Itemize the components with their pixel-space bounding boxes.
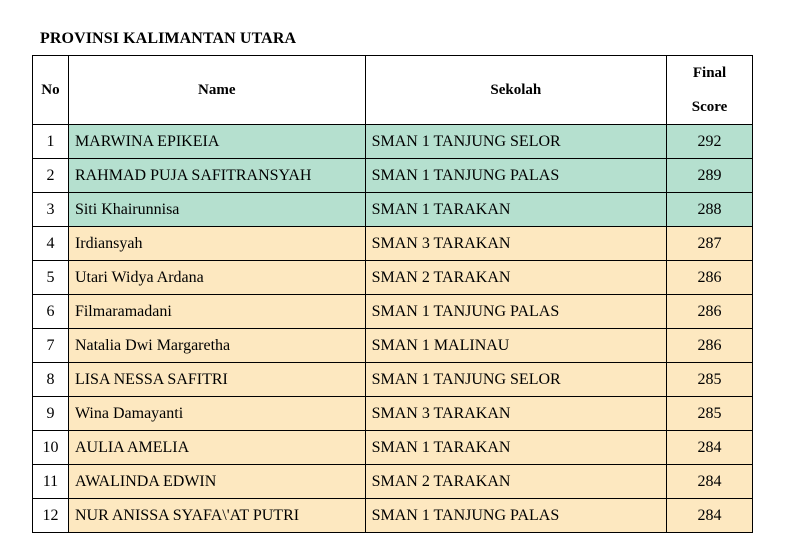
results-table: [32, 55, 753, 533]
page-title: PROVINSI KALIMANTAN UTARA: [40, 30, 297, 47]
cell-school: SMAN 1 TANJUNG PALAS: [365, 499, 667, 533]
cell-school: SMAN 1 TANJUNG PALAS: [365, 295, 667, 329]
cell-name: NUR ANISSA SYAFA\'AT PUTRI: [68, 499, 365, 533]
table-row: [33, 329, 753, 363]
cell-no: 8: [33, 363, 69, 397]
cell-school: SMAN 3 TARAKAN: [365, 227, 667, 261]
column-header-name: Name: [68, 56, 365, 125]
table-body: [33, 125, 753, 533]
column-header-final-score: [667, 56, 753, 125]
cell-no: 4: [33, 227, 69, 261]
cell-name: Filmaramadani: [68, 295, 365, 329]
cell-name: AWALINDA EDWIN: [68, 465, 365, 499]
table-row: [33, 193, 753, 227]
table-row: [33, 397, 753, 431]
cell-no: 1: [33, 125, 69, 159]
cell-school: SMAN 1 MALINAU: [365, 329, 667, 363]
cell-score: 286: [667, 261, 753, 295]
table-row: [33, 295, 753, 329]
cell-no: 3: [33, 193, 69, 227]
cell-school: SMAN 1 TARAKAN: [365, 431, 667, 465]
cell-no: 5: [33, 261, 69, 295]
cell-name: LISA NESSA SAFITRI: [68, 363, 365, 397]
cell-name: Irdiansyah: [68, 227, 365, 261]
cell-name: MARWINA EPIKEIA: [68, 125, 365, 159]
cell-no: 2: [33, 159, 69, 193]
cell-no: 9: [33, 397, 69, 431]
column-header-score-label: Score: [691, 99, 728, 115]
cell-score: 285: [667, 397, 753, 431]
cell-score: 284: [667, 499, 753, 533]
table-row: [33, 125, 753, 159]
cell-score: 288: [667, 193, 753, 227]
cell-no: 11: [33, 465, 69, 499]
cell-score: 286: [667, 329, 753, 363]
cell-school: SMAN 3 TARAKAN: [365, 397, 667, 431]
cell-score: 284: [667, 465, 753, 499]
cell-score: 286: [667, 295, 753, 329]
cell-no: 10: [33, 431, 69, 465]
cell-school: SMAN 1 TANJUNG SELOR: [365, 125, 667, 159]
cell-school: SMAN 1 TANJUNG PALAS: [365, 159, 667, 193]
cell-school: SMAN 2 TARAKAN: [365, 465, 667, 499]
cell-name: Wina Damayanti: [68, 397, 365, 431]
cell-score: 292: [667, 125, 753, 159]
column-header-no: No: [33, 56, 69, 125]
cell-score: 284: [667, 431, 753, 465]
cell-name: Natalia Dwi Margaretha: [68, 329, 365, 363]
column-header-final-label: Final: [692, 65, 727, 81]
cell-school: SMAN 2 TARAKAN: [365, 261, 667, 295]
table-row: [33, 465, 753, 499]
table-header-row: [33, 56, 753, 125]
cell-name: Utari Widya Ardana: [68, 261, 365, 295]
column-header-school: Sekolah: [365, 56, 667, 125]
cell-name: AULIA AMELIA: [68, 431, 365, 465]
table-row: [33, 159, 753, 193]
cell-no: 6: [33, 295, 69, 329]
table-row: [33, 431, 753, 465]
table-row: [33, 499, 753, 533]
cell-name: Siti Khairunnisa: [68, 193, 365, 227]
cell-no: 12: [33, 499, 69, 533]
cell-score: 289: [667, 159, 753, 193]
cell-name: RAHMAD PUJA SAFITRANSYAH: [68, 159, 365, 193]
cell-no: 7: [33, 329, 69, 363]
table-row: [33, 261, 753, 295]
cell-school: SMAN 1 TANJUNG SELOR: [365, 363, 667, 397]
cell-school: SMAN 1 TARAKAN: [365, 193, 667, 227]
table-row: [33, 227, 753, 261]
cell-score: 287: [667, 227, 753, 261]
table-row: [33, 363, 753, 397]
cell-score: 285: [667, 363, 753, 397]
